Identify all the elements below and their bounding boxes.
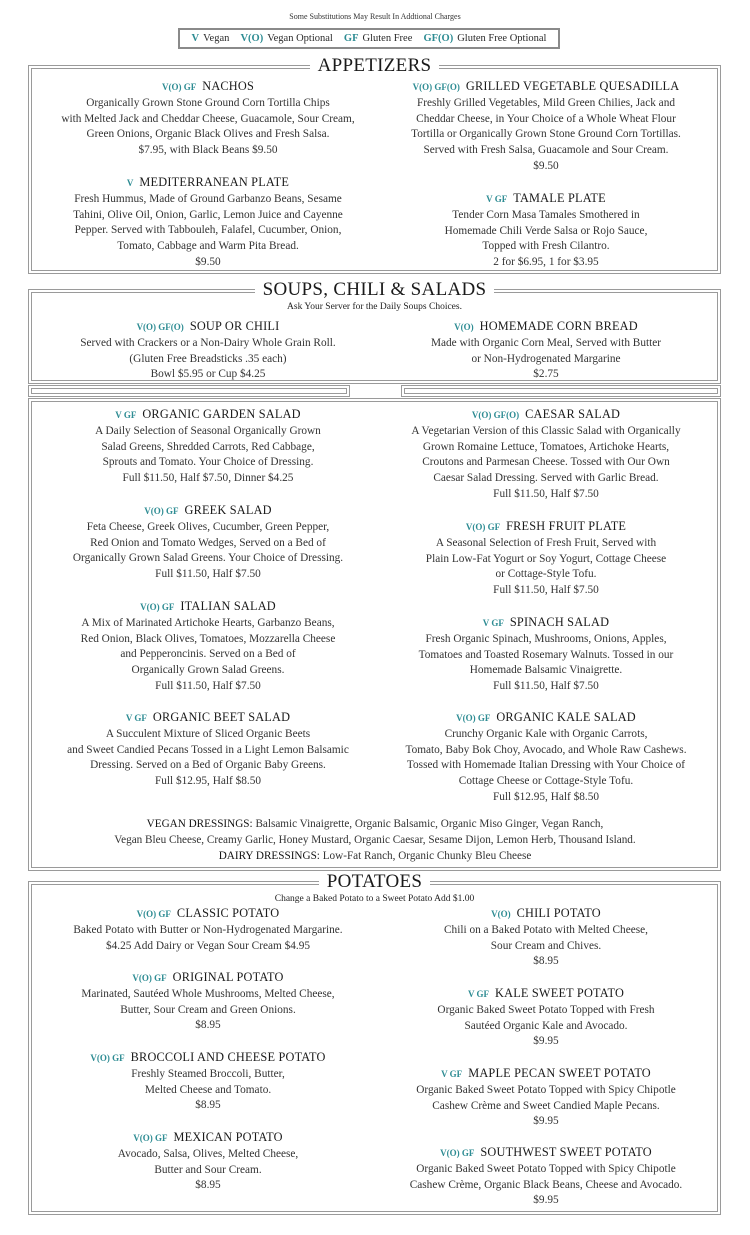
dietary-tags: V(O) — [491, 909, 511, 919]
item-description-line: A Mix of Marinated Artichoke Hearts, Garbanzo Beans, — [81, 616, 335, 629]
item-heading — [382, 79, 710, 96]
menu-item-organic-garden-salad — [38, 407, 378, 487]
item-description-line: Avocado, Salsa, Olives, Melted Cheese, — [117, 1147, 299, 1160]
item-description-line: Tortilla or Organically Grown Stone Ground Corn Tortillas. — [411, 128, 681, 141]
dietary-tags: V(O) GF — [465, 522, 501, 532]
item-price-line: $7.95, with Black Beans $9.50 — [138, 144, 278, 157]
item-price-line: Bowl $5.95 or Cup $4.25 — [150, 368, 266, 381]
item-description-line: Cashew Crème and Sweet Candied Maple Pecans. — [432, 1099, 660, 1112]
item-description-line: Red Onion and Tomato Wedges, Served on a Bed of — [90, 536, 326, 549]
item-price-line: $9.95 — [533, 1115, 559, 1128]
item-price-line: $9.50 — [533, 159, 559, 172]
dietary-tags: V(O) GF — [144, 506, 179, 516]
item-description-line: Cheddar Cheese, in Your Choice of a Whole Wheat Flour — [416, 112, 676, 125]
menu-item-grilled-vegetable-quesadilla — [382, 79, 710, 175]
item-heading — [38, 906, 378, 923]
dietary-tags: V(O) GF — [140, 602, 175, 612]
item-description-line: and Sweet Candied Pecans Tossed in a Light Lemon Balsamic — [67, 743, 349, 756]
item-heading — [38, 503, 378, 520]
item-description-line: Cottage Cheese or Cottage-Style Tofu. — [458, 775, 634, 788]
dietary-tags: V(O) GF(O) — [136, 322, 184, 332]
menu-item-soup-or-chili — [38, 319, 378, 383]
item-heading — [382, 1145, 710, 1162]
dietary-tags: V(O) GF — [133, 1133, 168, 1143]
item-price-line: Full $11.50, Half $7.50 — [493, 487, 599, 500]
dietary-tags: V GF — [467, 989, 490, 999]
section-title-appetizers: APPETIZERS — [310, 55, 440, 76]
dietary-tags: V(O) GF — [136, 909, 171, 919]
item-heading — [38, 407, 378, 424]
item-name: CLASSIC POTATO — [176, 906, 280, 920]
item-description-line: A Vegetarian Version of this Classic Salad with Organically — [411, 424, 681, 437]
dietary-legend — [178, 28, 560, 49]
item-description-line: (Gluten Free Breadsticks .35 each) — [129, 352, 287, 365]
item-description-line: Sprouts and Tomato. Your Choice of Dressing. — [102, 456, 314, 469]
dietary-tags: V GF — [482, 618, 504, 628]
item-price-line: Full $11.50, Half $7.50 — [155, 568, 261, 581]
item-description-line: Homemade Balsamic Vinaigrette. — [469, 664, 623, 677]
item-price-line: Full $11.50, Half $7.50 — [155, 679, 261, 692]
item-heading — [382, 319, 710, 336]
item-price-line: Full $11.50, Half $7.50 — [493, 584, 599, 597]
menu-item-broccoli-and-cheese-potato — [38, 1050, 378, 1114]
dietary-tags: V(O) GF(O) — [412, 82, 460, 92]
item-price-line: 2 for $6.95, 1 for $3.95 — [493, 256, 599, 269]
item-name: CHILI POTATO — [516, 906, 601, 920]
item-description-line: Chili on a Baked Potato with Melted Cheese, — [444, 923, 648, 936]
legend-gluten-free-optional: GF(O) Gluten Free Optional — [423, 33, 547, 44]
item-name: KALE SWEET POTATO — [495, 986, 625, 1000]
dietary-tags: V(O) GF — [90, 1053, 125, 1063]
legend-vegan-optional: V(O) Vegan Optional — [240, 33, 333, 44]
item-price-line: $8.95 — [195, 1019, 221, 1032]
item-heading — [382, 407, 710, 424]
menu-item-southwest-sweet-potato — [382, 1145, 710, 1209]
item-description-line: Crunchy Organic Kale with Organic Carrots, — [444, 727, 648, 740]
item-price-line: $9.95 — [533, 1035, 559, 1048]
item-description-line: Made with Organic Corn Meal, Served with Butter — [430, 336, 662, 349]
item-price-line: Full $12.95, Half $8.50 — [154, 775, 262, 788]
item-name: MEDITERRANEAN PLATE — [139, 175, 290, 189]
menu-item-tamale-plate — [382, 191, 710, 271]
menu-item-maple-pecan-sweet-potato — [382, 1066, 710, 1130]
item-price-line: $9.95 — [533, 1194, 559, 1207]
item-name: CAESAR SALAD — [525, 407, 621, 421]
item-name: ORGANIC KALE SALAD — [496, 710, 636, 724]
item-heading — [382, 906, 710, 923]
legend-vegan: V Vegan — [191, 33, 230, 44]
item-price-line: Full $12.95, Half $8.50 — [492, 790, 600, 803]
dressings-block: VEGAN DRESSINGS: Balsamic Vinaigrette, Organic Balsamic, Organic Miso Ginger, Vegan Ranch, Vegan Bleu Cheese, Creamy Garlic, Honey Mustard, Organic Caesar, Sesame Dijon, Lemon Herb, Thousand Island. DAIRY DRESSINGS: Low-Fat Ranch, Organic Chunky Bleu Cheese — [114, 818, 636, 862]
item-name: SOUTHWEST SWEET POTATO — [480, 1145, 652, 1159]
item-heading — [382, 191, 710, 208]
item-name: GREEK SALAD — [184, 503, 272, 517]
item-description-line: Melted Cheese and Tomato. — [144, 1083, 272, 1096]
item-description-line: Pepper. Served with Tabbouleh, Falafel, Cucumber, Onion, — [74, 224, 342, 237]
item-heading — [38, 599, 378, 616]
item-name: HOMEMADE CORN BREAD — [479, 319, 638, 333]
item-heading — [382, 710, 710, 727]
item-heading — [38, 79, 378, 96]
item-heading — [382, 1066, 710, 1083]
menu-item-classic-potato — [38, 906, 378, 954]
item-description-line: Topped with Fresh Cilantro. — [482, 240, 610, 253]
divider-right — [404, 388, 718, 394]
item-price-line: Full $11.50, Half $7.50 — [493, 680, 599, 693]
item-description-line: Tossed with Homemade Italian Dressing with Your Choice of — [406, 759, 686, 772]
dietary-tags: V(O) GF — [161, 82, 197, 92]
item-name: SPINACH SALAD — [509, 615, 610, 629]
item-name: MAPLE PECAN SWEET POTATO — [468, 1066, 651, 1080]
legend-gluten-free: GF Gluten Free — [343, 33, 413, 44]
menu-item-kale-sweet-potato — [382, 986, 710, 1050]
item-description-line: Plain Low-Fat Yogurt or Soy Yogurt, Cottage Cheese — [425, 552, 667, 565]
item-description-line: and Pepperoncinis. Served on a Bed of — [120, 648, 296, 661]
item-description-line: Tahini, Olive Oil, Onion, Garlic, Lemon Juice and Cayenne — [73, 208, 343, 221]
item-name: MEXICAN POTATO — [173, 1130, 283, 1144]
dietary-tags: V(O) — [454, 322, 474, 332]
item-price-line: $4.25 Add Dairy or Vegan Sour Cream $4.95 — [105, 939, 311, 952]
potatoes-subtitle: Change a Baked Potato to a Sweet Potato Add $1.00 — [274, 894, 475, 904]
item-description-line: Served with Fresh Salsa, Guacamole and Sour Cream. — [423, 144, 669, 157]
soups-subtitle: Ask Your Server for the Daily Soups Choices. — [287, 302, 462, 312]
dietary-tags: V GF — [125, 713, 147, 723]
item-description-line: or Non-Hydrogenated Margarine — [471, 352, 621, 365]
item-description-line: Fresh Hummus, Made of Ground Garbanzo Beans, Sesame — [74, 192, 342, 205]
substitutions-note: Some Substitutions May Result In Addtional Charges — [289, 12, 461, 21]
menu-item-mediterranean-plate — [38, 175, 378, 271]
item-heading — [382, 615, 710, 632]
item-name: GRILLED VEGETABLE QUESADILLA — [465, 79, 680, 93]
menu-item-homemade-corn-bread — [382, 319, 710, 383]
menu-item-original-potato — [38, 970, 378, 1034]
item-description-line: Sautéed Organic Kale and Avocado. — [464, 1019, 628, 1032]
item-name: ORGANIC BEET SALAD — [152, 710, 291, 724]
item-description-line: Butter and Sour Cream. — [154, 1163, 262, 1176]
dietary-tags: V GF — [441, 1069, 463, 1079]
dietary-tags: V(O) GF — [132, 973, 167, 983]
item-description-line: Butter, Sour Cream and Green Onions. — [120, 1003, 296, 1016]
section-title-soups: SOUPS, CHILI & SALADS — [255, 279, 495, 300]
menu-item-nachos — [38, 79, 378, 159]
vegan-dressings-label: VEGAN DRESSINGS: — [146, 818, 253, 830]
item-description-line: Served with Crackers or a Non-Dairy Whole Grain Roll. — [80, 336, 336, 349]
item-name: NACHOS — [202, 79, 254, 93]
item-name: TAMALE PLATE — [513, 191, 606, 205]
item-heading — [38, 319, 378, 336]
item-heading — [38, 970, 378, 987]
item-price-line: $8.95 — [533, 955, 559, 968]
item-description-line: Organically Grown Salad Greens. — [131, 664, 285, 677]
item-description-line: Freshly Steamed Broccoli, Butter, — [131, 1067, 285, 1080]
divider-left — [31, 388, 347, 394]
item-heading — [38, 710, 378, 727]
item-description-line: Baked Potato with Butter or Non-Hydrogenated Margarine. — [73, 923, 343, 936]
item-name: ITALIAN SALAD — [180, 599, 276, 613]
item-heading — [38, 1050, 378, 1067]
menu-item-chili-potato — [382, 906, 710, 970]
item-heading — [38, 1130, 378, 1147]
item-description-line: Red Onion, Black Olives, Tomatoes, Mozzarella Cheese — [80, 632, 336, 645]
item-name: ORIGINAL POTATO — [172, 970, 284, 984]
menu-item-caesar-salad — [382, 407, 710, 503]
menu-item-spinach-salad — [382, 615, 710, 695]
dietary-tags: V(O) GF(O) — [471, 410, 520, 420]
item-description-line: Green Onions, Organic Black Olives and Fresh Salsa. — [86, 128, 330, 141]
dietary-tags: V — [126, 178, 134, 188]
item-description-line: Croutons and Parmesan Cheese. Tossed with Our Own — [422, 456, 670, 469]
item-description-line: Tender Corn Masa Tamales Smothered in — [452, 208, 640, 221]
item-description-line: Organically Grown Stone Ground Corn Tortilla Chips — [86, 96, 330, 109]
dietary-tags: V GF — [115, 410, 137, 420]
menu-item-greek-salad — [38, 503, 378, 583]
item-name: ORGANIC GARDEN SALAD — [142, 407, 301, 421]
item-description-line: Salad Greens, Shredded Carrots, Red Cabbage, — [101, 440, 315, 453]
item-description-line: Caesar Salad Dressing. Served with Garlic Bread. — [433, 472, 659, 485]
item-price-line: $2.75 — [533, 368, 559, 381]
item-description-line: Organic Baked Sweet Potato Topped with Spicy Chipotle — [416, 1083, 676, 1096]
item-description-line: Organic Baked Sweet Potato Topped with Fresh — [437, 1003, 655, 1016]
item-description-line: Cashew Crème, Organic Black Beans, Cheese and Avocado. — [409, 1178, 683, 1191]
item-description-line: Feta Cheese, Greek Olives, Cucumber, Green Pepper, — [86, 520, 330, 533]
item-description-line: or Cottage-Style Tofu. — [495, 568, 597, 581]
item-description-line: Tomato, Baby Bok Choy, Avocado, and Whole Raw Cashews. — [405, 743, 687, 756]
item-heading — [38, 175, 378, 192]
item-description-line: Marinated, Sautéed Whole Mushrooms, Melted Cheese, — [81, 987, 335, 1000]
dietary-tags: V GF — [486, 194, 508, 204]
item-description-line: Organic Baked Sweet Potato Topped with Spicy Chipotle — [416, 1162, 676, 1175]
dietary-tags: V(O) GF — [440, 1148, 475, 1158]
item-description-line: A Daily Selection of Seasonal Organically Grown — [95, 424, 321, 437]
item-price-line: $8.95 — [195, 1179, 221, 1192]
menu-item-italian-salad — [38, 599, 378, 695]
item-description-line: Sour Cream and Chives. — [490, 939, 602, 952]
item-description-line: Grown Romaine Lettuce, Tomatoes, Artichoke Hearts, — [422, 440, 670, 453]
item-description-line: Organically Grown Salad Greens. Your Choice of Dressing. — [72, 552, 344, 565]
item-description-line: Freshly Grilled Vegetables, Mild Green Chilies, Jack and — [417, 96, 675, 109]
item-description-line: A Succulent Mixture of Sliced Organic Beets — [105, 727, 311, 740]
item-description-line: Tomatoes and Toasted Rosemary Walnuts. Tossed in our — [418, 648, 674, 661]
item-description-line: with Melted Jack and Cheddar Cheese, Guacamole, Sour Cream, — [61, 112, 355, 125]
item-heading — [382, 986, 710, 1003]
menu-item-organic-beet-salad — [38, 710, 378, 790]
menu-item-fresh-fruit-plate — [382, 519, 710, 599]
item-price-line: $8.95 — [195, 1099, 221, 1112]
item-description-line: Tomato, Cabbage and Warm Pita Bread. — [117, 240, 299, 253]
menu-item-mexican-potato — [38, 1130, 378, 1194]
item-heading — [382, 519, 710, 536]
dietary-tags: V(O) GF — [456, 713, 491, 723]
item-name: BROCCOLI AND CHEESE POTATO — [130, 1050, 326, 1064]
item-name: FRESH FRUIT PLATE — [506, 519, 627, 533]
item-description-line: Homemade Chili Verde Salsa or Rojo Sauce, — [444, 224, 648, 237]
section-title-potatoes: POTATOES — [319, 871, 431, 892]
item-description-line: Dressing. Served on a Bed of Organic Baby Greens. — [90, 759, 326, 772]
item-price-line: Full $11.50, Half $7.50, Dinner $4.25 — [122, 472, 294, 485]
item-description-line: A Seasonal Selection of Fresh Fruit, Served with — [435, 536, 657, 549]
item-description-line: Fresh Organic Spinach, Mushrooms, Onions, Apples, — [425, 632, 667, 645]
menu-item-organic-kale-salad — [382, 710, 710, 806]
dairy-dressings-label: DAIRY DRESSINGS: — [218, 849, 320, 862]
item-name: SOUP OR CHILI — [189, 319, 280, 333]
item-price-line: $9.50 — [195, 255, 221, 268]
